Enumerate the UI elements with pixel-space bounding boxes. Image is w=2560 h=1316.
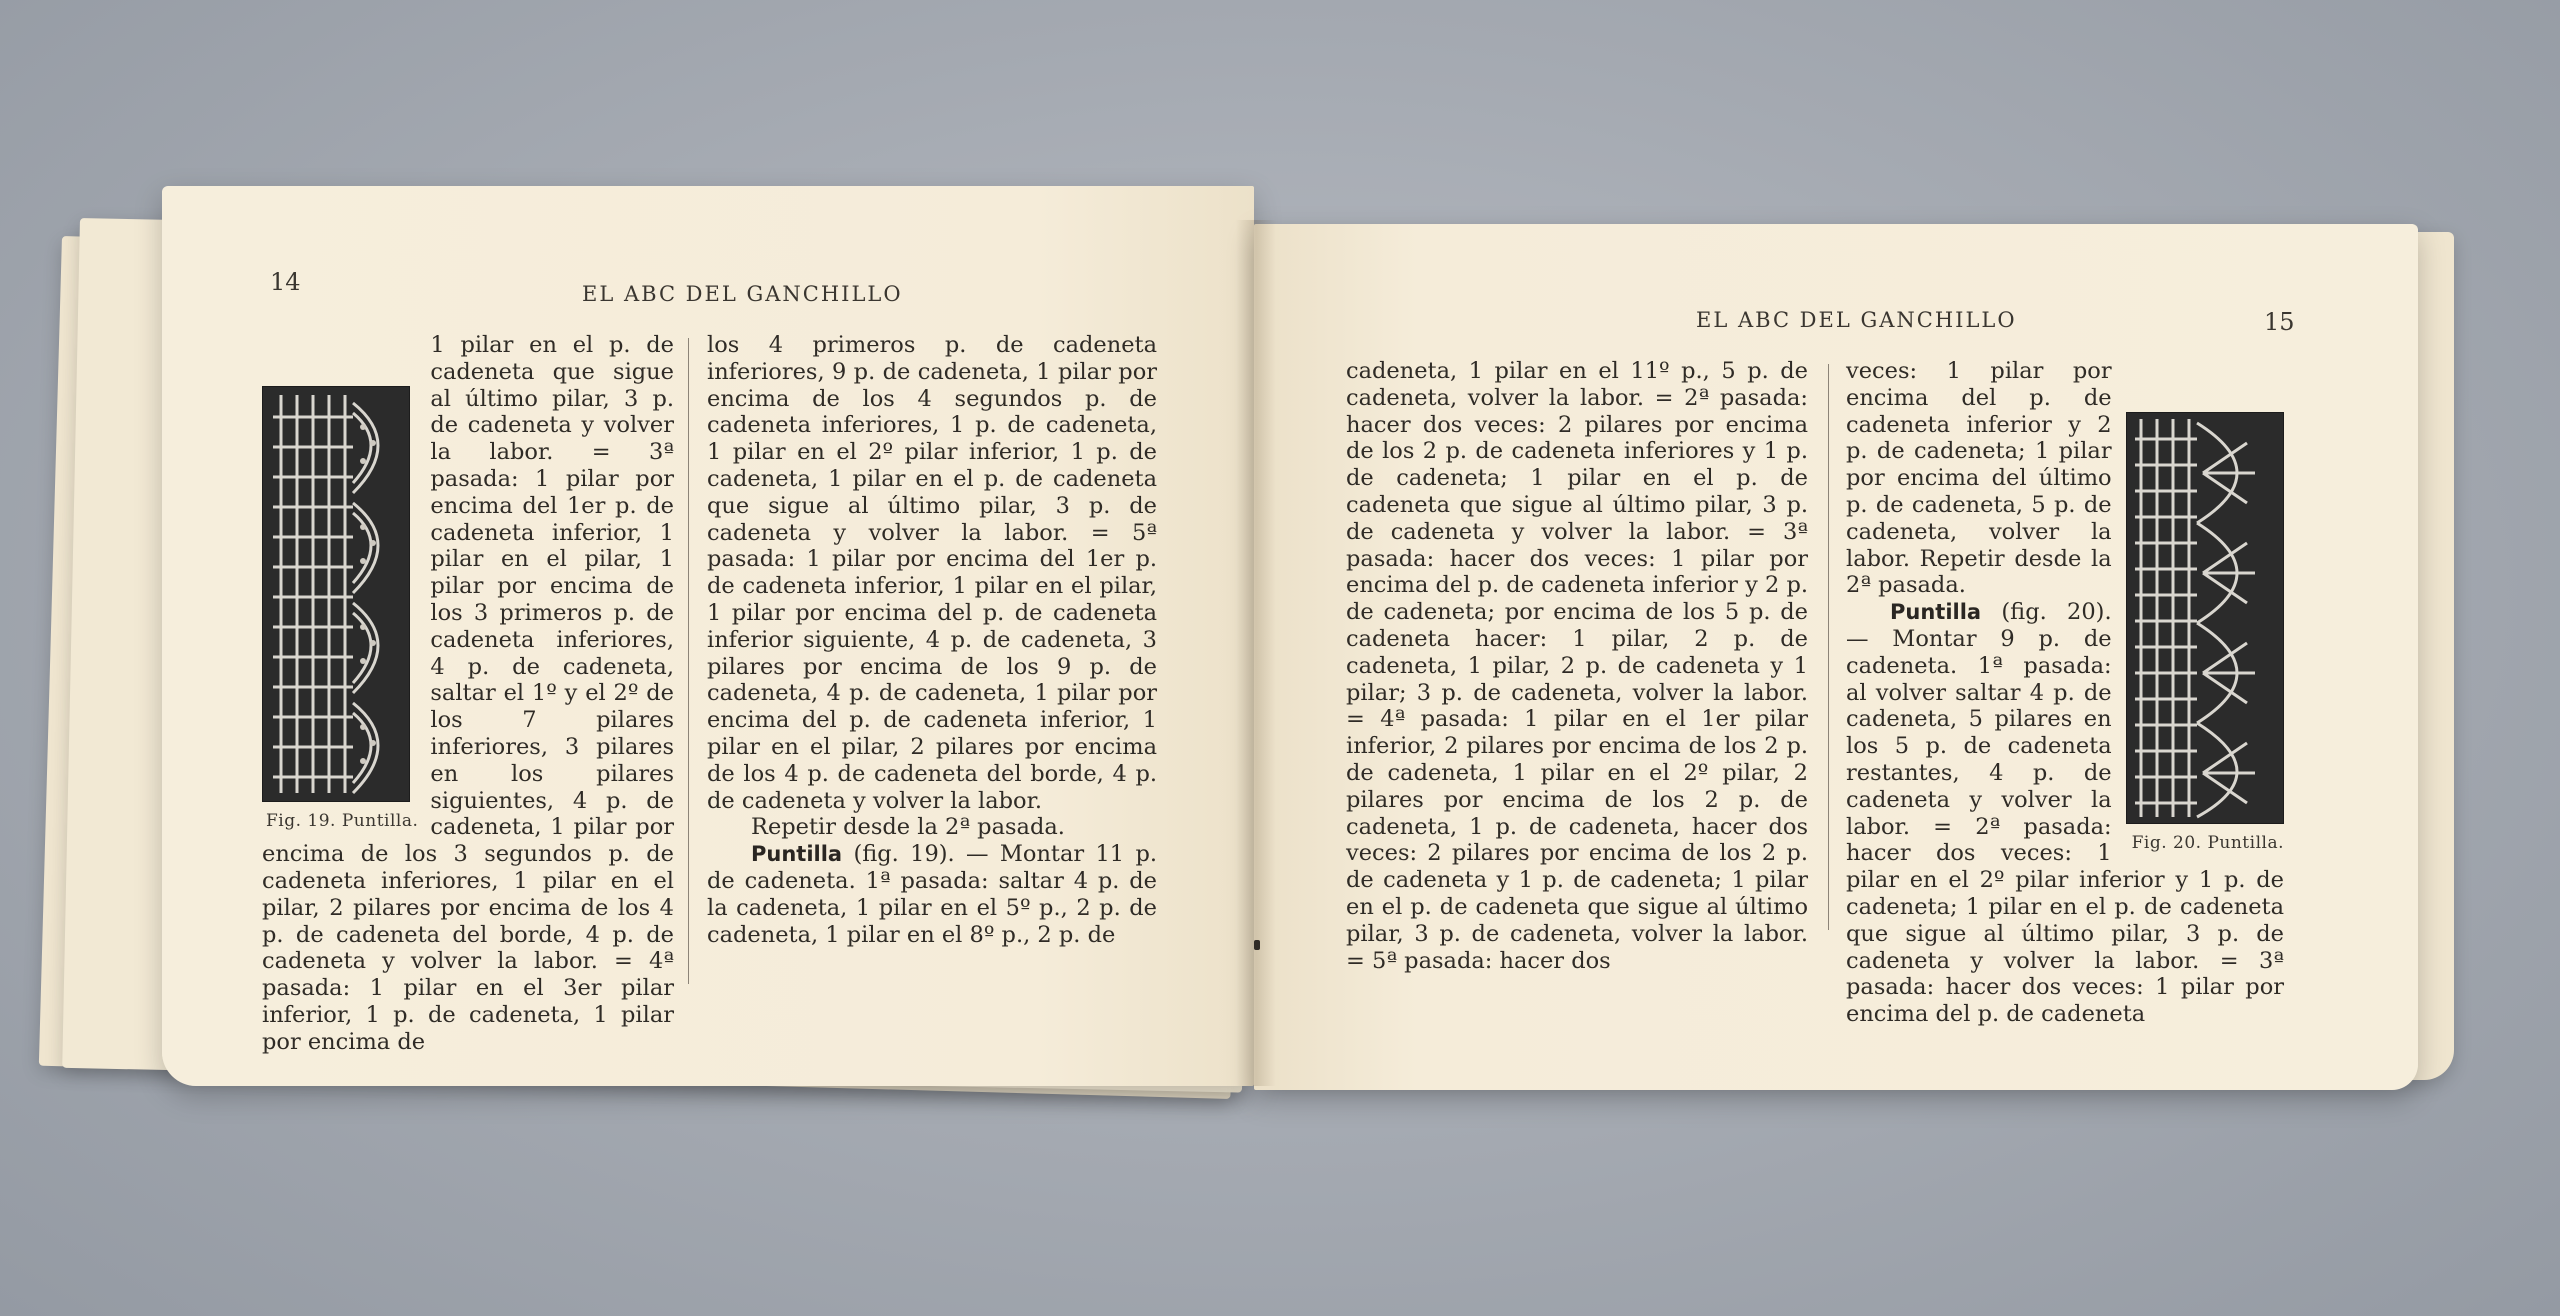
puntilla-20-instructions: (fig. 20). — Montar 9 p. de cadeneta. 1ª pasada: al volver saltar 4 p. de cadeneta, 5 pilares en los 5 p. de cadeneta restantes, 4 p. de cadeneta y volver la labor. = 2ª pasada: hacer dos veces: 1 pilar en el 2º pilar inferior y 1 p. de cadeneta; 1 pilar en el p. de cadeneta que sigue al último pilar, 3 p. de cadeneta y volver la labor. = 3ª pasada: hacer dos veces: 1 pilar por encima del p. de cadeneta [1846,599,2284,1028]
left-page [162,186,1254,1086]
left-column-2-text: los 4 primeros p. de cadeneta inferiores, 9 p. de cadeneta, 1 pilar por encima de los 4 segundos p. de cadeneta inferiores, 1 p. de cadeneta, 1 pilar en el 2º pilar inferior, 1 p. de cadeneta, 1 pilar en el p. de cadeneta que sigue al último pilar, 3 p. de cadeneta y volver la labor. = 5ª pasada: 1 pilar por encima del 1er p. de cadeneta inferior, 1 pilar en el pilar, 1 pilar por encima del p. de cadeneta inferior siguiente, 4 p. de cadeneta, 3 pilares por encima de los 9 p. de cadeneta, 4 p. de cadeneta, 1 pilar por encima del p. de cadeneta inferior, 1 pilar en el pilar, 2 pilares por encima de los 4 p. de cadeneta del borde, 4 p. de cadeneta y volver la labor. [707,332,1157,814]
running-header-left: EL ABC DEL GANCHILLO [582,282,903,306]
left-column-1-text: 1 pilar en el p. de cadeneta que sigue al último pilar, 3 p. de cadeneta y volver la labor. = 3ª pasada: 1 pilar por encima del 1er p. de cadeneta inferior, 1 pilar en el pilar, 1 pilar por encima de los 3 primeros p. de cadeneta inferiores, 4 p. de cadeneta, saltar el 1º y el 2º de los 7 pilares inferiores, 3 pilares en los pilares siguientes, 4 p. de cadeneta, 1 pilar por encima de los 3 segundos p. de cadeneta inferiores, 1 pilar en el pilar, 2 pilares por encima de los 4 p. de cadeneta del borde, 4 p. de cadeneta y volver la labor. = 4ª pasada: 1 pilar en el 3er pilar inferior, 1 p. de cadeneta, 1 pilar por encima de [262,332,674,1055]
figure-20-caption: Fig. 20. Puntilla. [2131,833,2284,853]
right-column-2-text: veces: 1 pilar por encima del p. de cadeneta inferior y 2 p. de cadeneta; 1 pilar por encima del último p. de cadeneta, 5 p. de cadeneta, volver la labor. Repetir desde la 2ª pasada. [1846,358,2112,599]
puntilla-19-instructions: (fig. 19). — Montar 11 p. de cadeneta. 1ª pasada: saltar 4 p. de la cadeneta, 1 pilar en el 5º p., 2 p. de cadeneta, 1 pilar en el 8º p., 2 p. de [707,841,1157,948]
binding-mark [1254,940,1260,950]
left-column-2 [707,332,1157,948]
puntilla-heading-19: Puntilla [751,842,843,867]
lace-edging-icon [2127,413,2283,823]
right-page [1254,224,2418,1090]
right-column-divider [1828,364,1829,930]
right-column-1-text: cadeneta, 1 pilar en el 11º p., 5 p. de cadeneta, volver la labor. = 2ª pasada: hacer dos veces: 2 pilares por encima de los 2 p. de cadeneta inferiores y 1 p. de cadeneta; 1 pilar en el p. de cadeneta que sigue al último pilar, 3 p. de cadeneta y volver la labor. = 3ª pasada: hacer dos veces: 1 pilar por encima del p. de cadeneta inferior y 2 p. de cadeneta; por encima de los 5 p. de cadeneta hacer: 1 pilar, 2 p. de cadeneta, 1 pilar, 2 p. de cadeneta y 1 pilar; 3 p. de cadeneta, volver la labor. = 4ª pasada: 1 pilar en el 1er pilar inferior, 2 pilares por encima de los 2 p. de cadeneta, 1 pilar en el 2º pilar, 2 pilares por encima de los 2 p. de cadeneta, 1 p. de cadeneta, hacer dos veces: 2 pilares por encima de los 2 p. de cadeneta y 1 p. de cadeneta; 1 pilar en el p. de cadeneta que sigue al último pilar, 3 p. de cadeneta, volver la labor. = 5ª pasada: hacer dos [1346,358,1808,974]
figure-19-lace-image [262,386,410,802]
left-column-1 [262,332,674,1056]
right-column-1 [1346,358,1808,974]
page-number-left: 14 [270,268,301,296]
running-header-right: EL ABC DEL GANCHILLO [1696,308,2017,332]
puntilla-heading-20: Puntilla [1890,600,1982,625]
figure-20-lace-image [2126,412,2284,824]
figure-19-caption: Fig. 19. Puntilla. [266,811,419,831]
left-column-divider [688,338,689,984]
page-number-right: 15 [2264,308,2295,336]
left-column-2-repeat: Repetir desde la 2ª pasada. [751,814,1065,841]
lace-pattern-icon [263,387,409,801]
right-column-2 [1846,358,2284,1028]
